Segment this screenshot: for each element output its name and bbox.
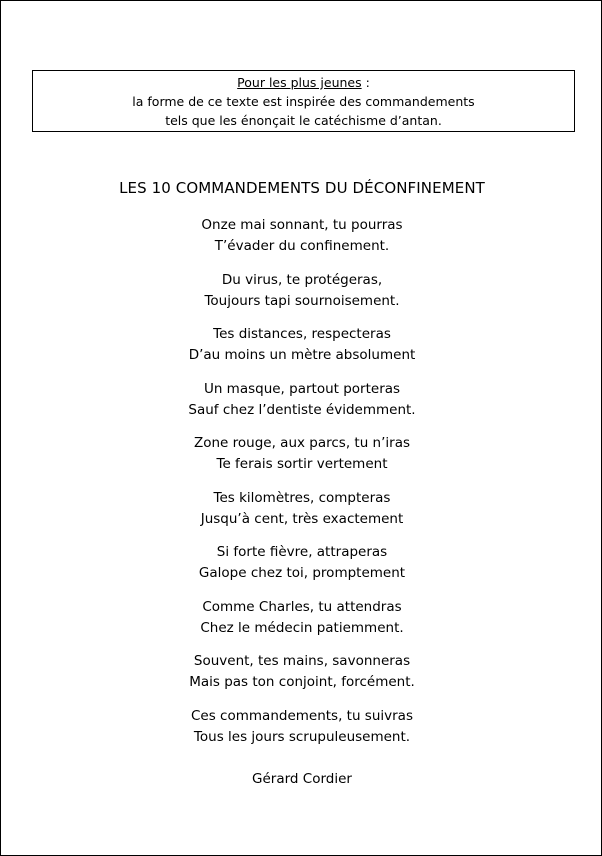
author-signature: Gérard Cordier	[252, 771, 352, 787]
verse: Mais pas ton conjoint, forcément.	[189, 674, 415, 690]
verse: Sauf chez l’dentiste évidemment.	[188, 401, 416, 418]
poem-body	[1, 215, 602, 760]
verse: D’au moins un mètre absolument	[188, 347, 416, 363]
verse: Toujours tapi sournoisement.	[204, 292, 400, 309]
stanza-5	[1, 433, 602, 475]
verse: Un masque, partout porteras	[203, 380, 401, 397]
stanza-10	[1, 706, 602, 748]
verse: Zone rouge, aux parcs, tu n’iras	[193, 435, 411, 451]
verse: Tous les jours scrupuleusement.	[193, 728, 411, 745]
verse: Ces commandements, tu suivras	[191, 707, 413, 724]
verse: T’évader du confinement.	[214, 238, 390, 254]
verse: Souvent, tes mains, savonneras	[193, 653, 411, 669]
stanza-8	[1, 597, 602, 639]
verse: Onze mai sonnant, tu pourras	[201, 217, 403, 233]
note-line-2: tels que les énonçait le catéchisme d’antan.	[165, 113, 442, 128]
youth-note-box	[32, 70, 575, 132]
verse: Jusqu’à cent, très exactement	[200, 510, 404, 527]
stanza-4	[1, 379, 602, 421]
verse: Si forte fièvre, attraperas	[216, 544, 388, 560]
note-heading-line	[33, 73, 574, 92]
verse: Galope chez toi, promptement	[198, 565, 406, 581]
verse: Du virus, te protégeras,	[221, 271, 383, 288]
stanza-1	[1, 215, 602, 257]
verse: Te ferais sortir vertement	[216, 456, 388, 472]
stanza-3	[1, 324, 602, 366]
verse: Comme Charles, tu attendras	[202, 598, 402, 615]
poem-title: LES 10 COMMANDEMENTS DU DÉCONFINEMENT	[119, 179, 485, 197]
stanza-2	[1, 270, 602, 312]
stanza-9	[1, 651, 602, 693]
stanza-7	[1, 542, 602, 584]
note-line-1: la forme de ce texte est inspirée des commandements	[132, 94, 475, 109]
note-heading-suffix: :	[361, 75, 370, 90]
verse: Chez le médecin patiemment.	[200, 619, 404, 636]
verse: Tes kilomètres, compteras	[213, 489, 391, 506]
stanza-6	[1, 488, 602, 530]
note-heading: Pour les plus jeunes	[237, 75, 362, 90]
verse: Tes distances, respecteras	[213, 326, 391, 342]
